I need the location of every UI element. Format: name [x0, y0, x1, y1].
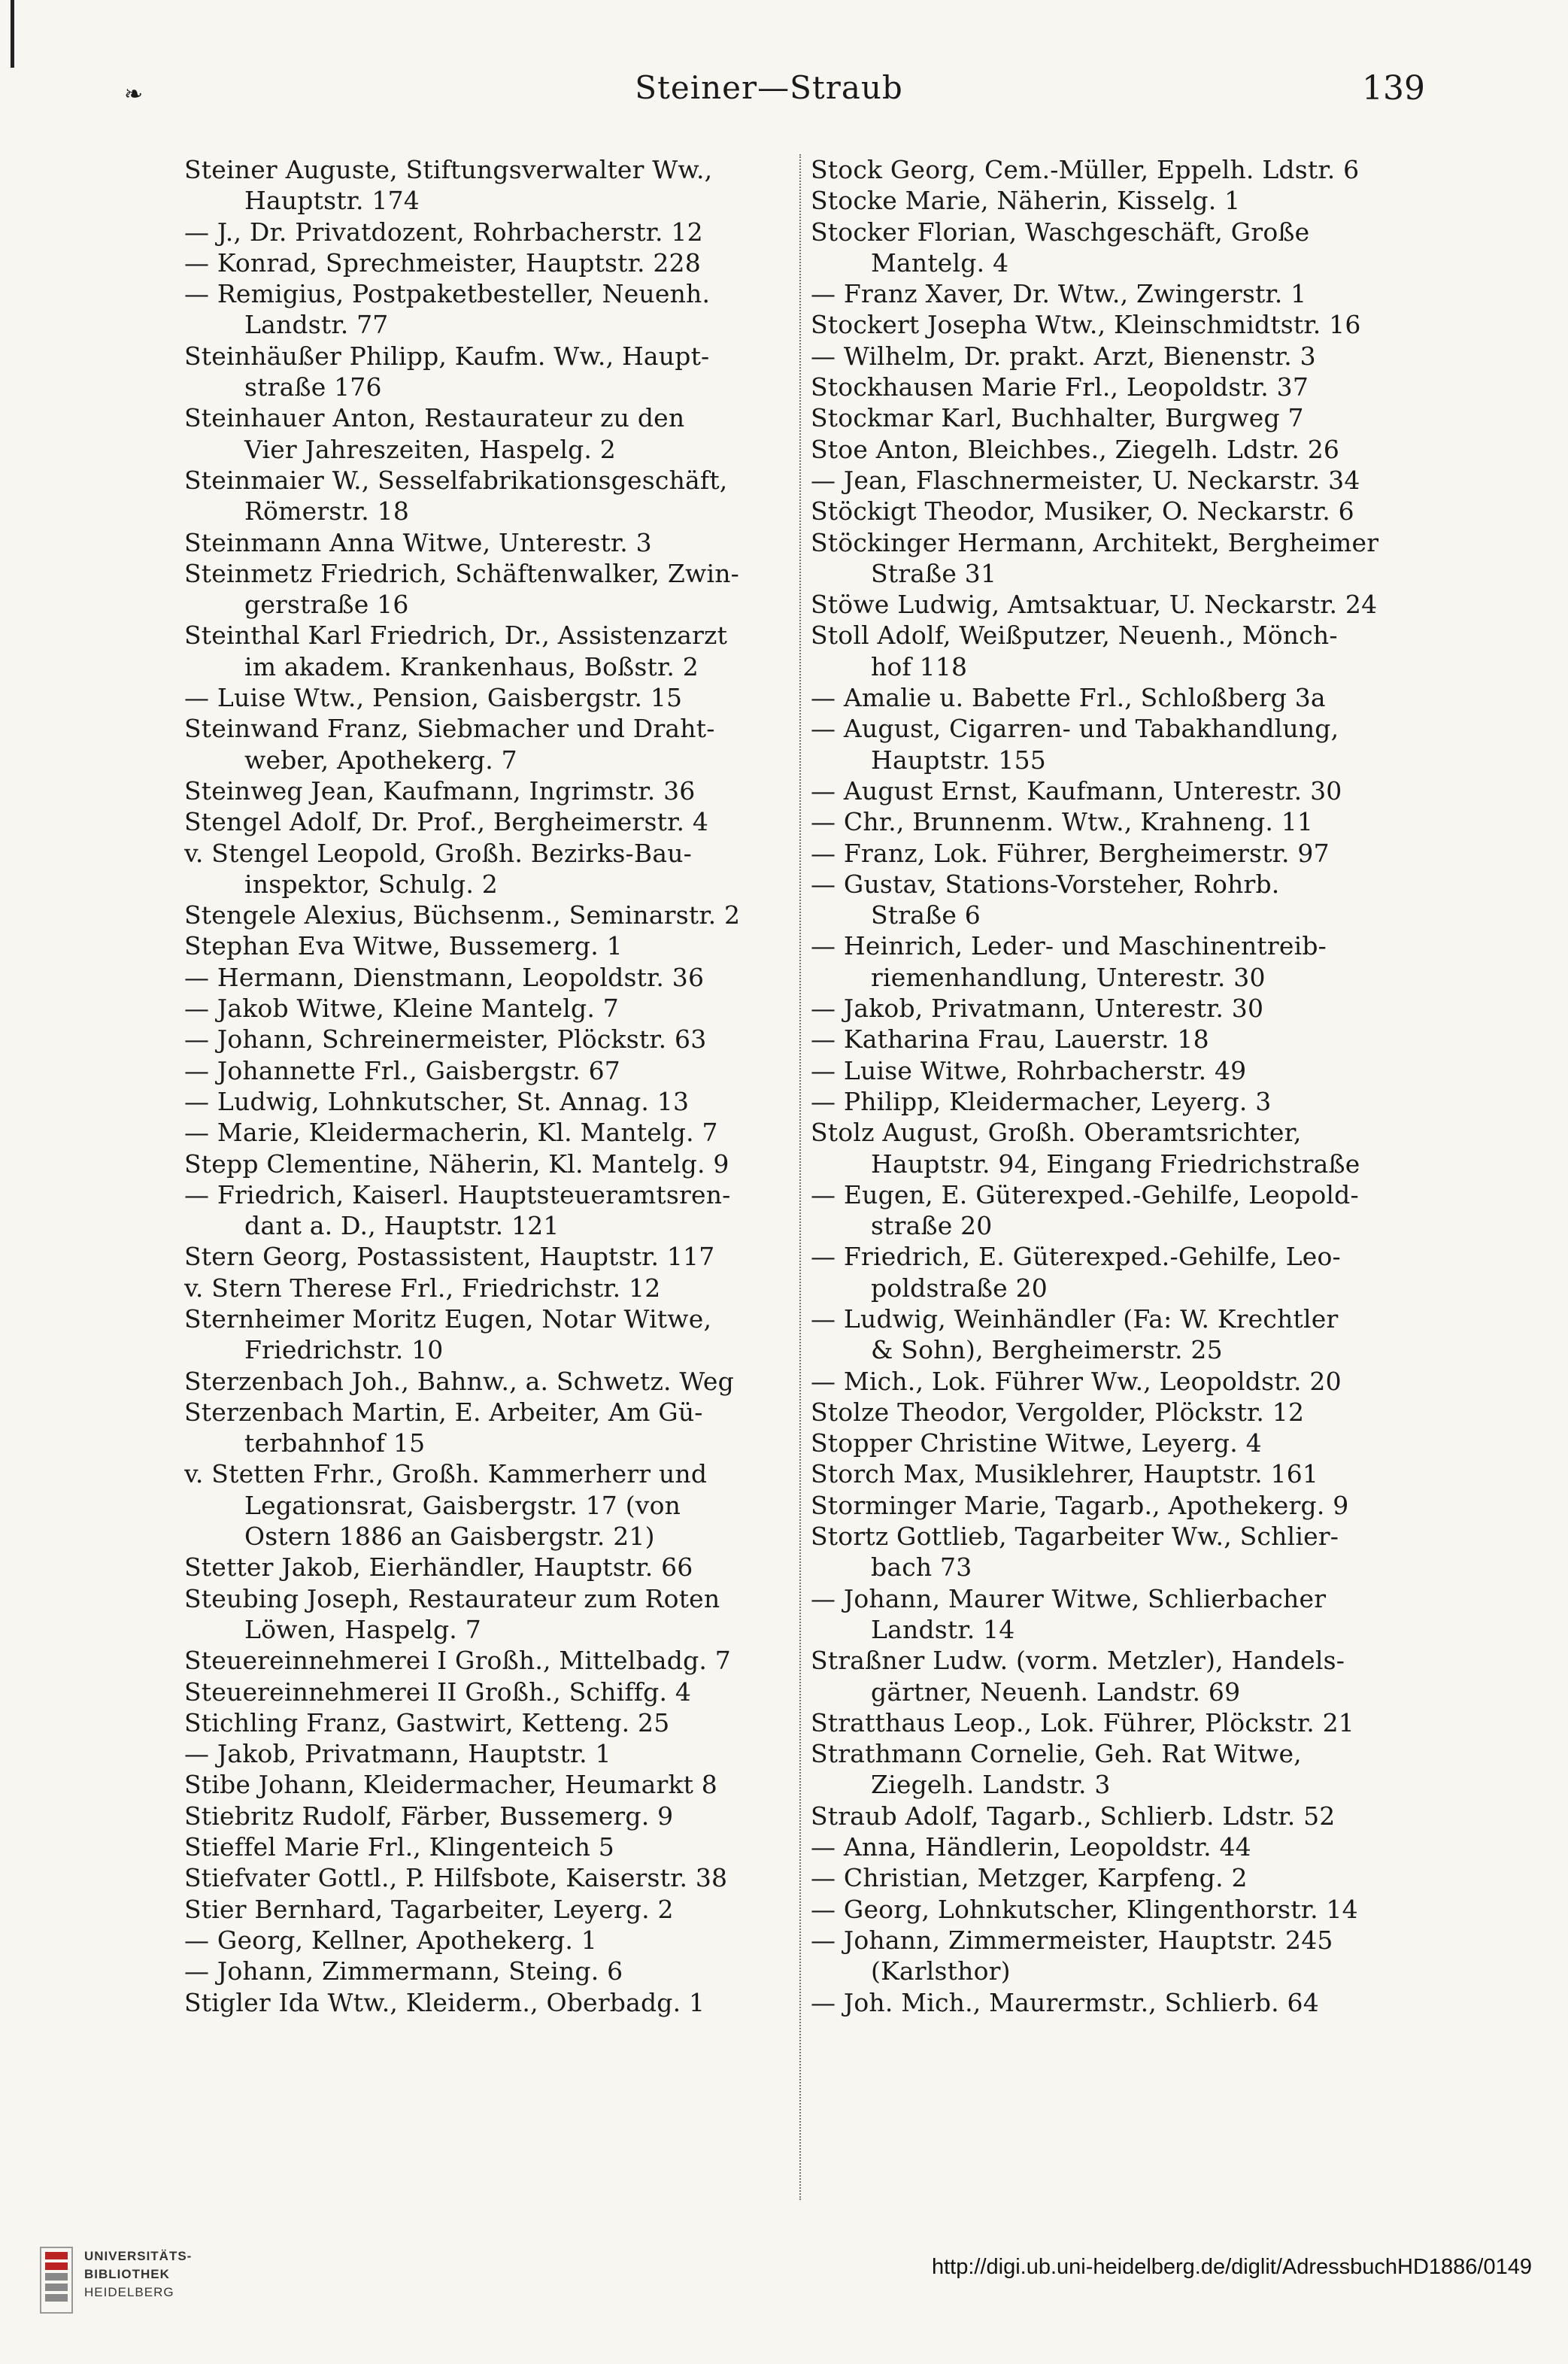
directory-entry-line: Landstr. 14 — [871, 1614, 1015, 1644]
directory-entry-line: Stratthaus Leop., Lok. Führer, Plöckstr. 21 — [811, 1707, 1354, 1737]
directory-entry-line: riemenhandlung, Unterestr. 30 — [871, 962, 1266, 992]
directory-entry-line: — Ludwig, Lohnkutscher, St. Annag. 13 — [184, 1086, 690, 1116]
directory-entry-line: — Johannette Frl., Gaisbergstr. 67 — [184, 1055, 620, 1085]
directory-entry-line: Stockhausen Marie Frl., Leopoldstr. 37 — [811, 372, 1309, 402]
page-edge-mark — [11, 0, 14, 68]
directory-entry-line: Mantelg. 4 — [871, 247, 1009, 278]
directory-entry-line: Landstr. 77 — [244, 310, 389, 340]
directory-entry-line: Stock Georg, Cem.-Müller, Eppelh. Ldstr. 6 — [811, 155, 1360, 184]
directory-entry-line: — Ludwig, Weinhändler (Fa: W. Krechtler — [811, 1303, 1339, 1334]
directory-entry-line: — Jakob, Privatmann, Hauptstr. 1 — [184, 1739, 611, 1769]
library-logo[interactable] — [38, 2241, 218, 2324]
directory-entry-line: poldstraße 20 — [871, 1273, 1048, 1303]
directory-entry-line: hof 118 — [871, 651, 968, 681]
directory-entry-line: (Karlsthor) — [871, 1956, 1011, 1986]
directory-entry-line: — Marie, Kleidermacherin, Kl. Mantelg. 7 — [184, 1118, 718, 1148]
directory-entry-line: — Wilhelm, Dr. prakt. Arzt, Bienenstr. 3 — [811, 341, 1316, 371]
directory-entry-line: Römerstr. 18 — [244, 496, 410, 527]
directory-entry-line: — Katharina Frau, Lauerstr. 18 — [811, 1024, 1209, 1055]
directory-entry-line: Hauptstr. 174 — [244, 186, 420, 216]
directory-entry-line: Stöckinger Hermann, Architekt, Bergheimer — [811, 527, 1379, 557]
directory-entry-line: Stiefvater Gottl., P. Hilfsbote, Kaiserstr. 38 — [184, 1863, 728, 1893]
directory-entry-line: weber, Apothekerg. 7 — [244, 745, 517, 775]
directory-entry-line: v. Stengel Leopold, Großh. Bezirks-Bau- — [184, 838, 693, 868]
directory-entry-line: bach 73 — [871, 1552, 972, 1583]
directory-entry-line: v. Stetten Frhr., Großh. Kammerherr und — [184, 1459, 708, 1489]
directory-entry-line: Stepp Clementine, Näherin, Kl. Mantelg. 9 — [184, 1149, 729, 1179]
directory-entry-line: Sternheimer Moritz Eugen, Notar Witwe, — [184, 1303, 712, 1334]
source-url-link[interactable]: http://digi.ub.uni-heidelberg.de/diglit/AdressbuchHD1886/0149 — [931, 2255, 1532, 2279]
directory-entry-line: Stichling Franz, Gastwirt, Ketteng. 25 — [184, 1707, 670, 1737]
directory-entry-line: Legationsrat, Gaisbergstr. 17 (von — [244, 1490, 681, 1520]
directory-entry-line: — Johann, Schreinermeister, Plöckstr. 63 — [184, 1024, 707, 1055]
directory-entry-line: inspektor, Schulg. 2 — [244, 869, 498, 899]
directory-entry-line: Stern Georg, Postassistent, Hauptstr. 117 — [184, 1242, 715, 1272]
directory-entry-line: Storminger Marie, Tagarb., Apothekerg. 9 — [811, 1490, 1349, 1520]
directory-entry-line: im akadem. Krankenhaus, Boßstr. 2 — [244, 651, 699, 681]
directory-entry-line: Stolz August, Großh. Oberamtsrichter, — [811, 1118, 1302, 1148]
directory-entry-line: Stengele Alexius, Büchsenm., Seminarstr. 2 — [184, 900, 741, 930]
directory-entry-line: Stockert Josepha Wtw., Kleinschmidtstr. 16 — [811, 310, 1361, 340]
directory-entry-line: — J., Dr. Privatdozent, Rohrbacherstr. 12 — [184, 217, 703, 247]
directory-entry-line: — Jakob Witwe, Kleine Mantelg. 7 — [184, 994, 619, 1024]
directory-entry-line: Ostern 1886 an Gaisbergstr. 21) — [244, 1522, 655, 1552]
directory-entry-line: — Luise Witwe, Rohrbacherstr. 49 — [811, 1055, 1247, 1085]
directory-entry-line: Ziegelh. Landstr. 3 — [871, 1770, 1111, 1800]
directory-entry-line: Steiner Auguste, Stiftungsverwalter Ww., — [184, 155, 713, 184]
directory-entry-line: Sterzenbach Martin, E. Arbeiter, Am Gü- — [184, 1397, 703, 1427]
directory-entry-line: — Amalie u. Babette Frl., Schloßberg 3a — [811, 683, 1326, 713]
directory-entry-line: — Franz, Lok. Führer, Bergheimerstr. 97 — [811, 838, 1330, 868]
directory-entry-line: — Georg, Lohnkutscher, Klingenthorstr. 14 — [811, 1894, 1358, 1924]
directory-entry-line: Stopper Christine Witwe, Leyerg. 4 — [811, 1428, 1262, 1458]
directory-entry-line: v. Stern Therese Frl., Friedrichstr. 12 — [184, 1273, 661, 1303]
directory-entry-line: — Christian, Metzger, Karpfeng. 2 — [811, 1863, 1248, 1893]
directory-entry-line: Steinwand Franz, Siebmacher und Draht- — [184, 714, 715, 744]
directory-entry-line: dant a. D., Hauptstr. 121 — [244, 1211, 560, 1241]
directory-entry-line: gärtner, Neuenh. Landstr. 69 — [871, 1677, 1241, 1707]
page-header — [113, 69, 1425, 114]
directory-entry-line: — Konrad, Sprechmeister, Hauptstr. 228 — [184, 247, 701, 278]
directory-entry-line: Stibe Johann, Kleidermacher, Heumarkt 8 — [184, 1770, 718, 1800]
directory-entry-line: — Georg, Kellner, Apothekerg. 1 — [184, 1925, 597, 1955]
directory-entry-line: Stetter Jakob, Eierhändler, Hauptstr. 66 — [184, 1552, 693, 1583]
directory-entry-line: Steuereinnehmerei II Großh., Schiffg. 4 — [184, 1677, 692, 1707]
directory-entry-line: — Johann, Zimmermeister, Hauptstr. 245 — [811, 1925, 1333, 1955]
directory-entry-line: Stieffel Marie Frl., Klingenteich 5 — [184, 1832, 614, 1862]
directory-entry-line: — Johann, Zimmermann, Steing. 6 — [184, 1956, 623, 1986]
directory-entry-line: — Mich., Lok. Führer Ww., Leopoldstr. 20 — [811, 1366, 1342, 1396]
directory-entry-line: Steinhauer Anton, Restaurateur zu den — [184, 403, 685, 433]
directory-entry-line: Strathmann Cornelie, Geh. Rat Witwe, — [811, 1739, 1302, 1769]
logo-line-2: BIBLIOTHEK — [84, 2267, 170, 2281]
directory-entry-line: Stigler Ida Wtw., Kleiderm., Oberbadg. 1 — [184, 1987, 705, 2017]
directory-entry-line: — Anna, Händlerin, Leopoldstr. 44 — [811, 1832, 1251, 1862]
directory-entry-line: — Jakob, Privatmann, Unterestr. 30 — [811, 994, 1264, 1024]
directory-entry-line: Stocker Florian, Waschgeschäft, Große — [811, 217, 1310, 247]
directory-entry-line: Straße 31 — [871, 558, 997, 588]
directory-entry-line: — Friedrich, Kaiserl. Hauptsteueramtsren- — [184, 1179, 731, 1209]
directory-entry-line: — Eugen, E. Güterexped.-Gehilfe, Leopold- — [811, 1179, 1359, 1209]
directory-entry-line: Steinmaier W., Sesselfabrikationsgeschäft, — [184, 465, 728, 495]
page-number: 139 — [1362, 69, 1425, 108]
directory-entry-line: — Jean, Flaschnermeister, U. Neckarstr. 34 — [811, 465, 1360, 495]
directory-entry-line: — August Ernst, Kaufmann, Unterestr. 30 — [811, 775, 1342, 806]
directory-entry-line: Friedrichstr. 10 — [244, 1335, 444, 1365]
directory-entry-line: — Friedrich, E. Güterexped.-Gehilfe, Leo- — [811, 1242, 1341, 1272]
directory-entry-line: Steinmetz Friedrich, Schäftenwalker, Zwin- — [184, 558, 740, 588]
directory-entry-line: Steubing Joseph, Restaurateur zum Roten — [184, 1583, 720, 1613]
directory-entry-line: Steinthal Karl Friedrich, Dr., Assistenzarzt — [184, 621, 728, 651]
directory-entry-line: Stengel Adolf, Dr. Prof., Bergheimerstr. 4 — [184, 807, 709, 837]
directory-entry-line: Straub Adolf, Tagarb., Schlierb. Ldstr. 52 — [811, 1801, 1336, 1831]
directory-entry-line: Stoll Adolf, Weißputzer, Neuenh., Mönch- — [811, 621, 1338, 651]
directory-entry-line: — Remigius, Postpaketbesteller, Neuenh. — [184, 279, 711, 309]
directory-entry-line: — Johann, Maurer Witwe, Schlierbacher — [811, 1583, 1327, 1613]
directory-entry-line: Stocke Marie, Näherin, Kisselg. 1 — [811, 186, 1241, 216]
directory-entry-line: Sterzenbach Joh., Bahnw., a. Schwetz. Weg — [184, 1366, 734, 1396]
directory-entry-line: Stier Bernhard, Tagarbeiter, Leyerg. 2 — [184, 1894, 674, 1924]
directory-entry-line: gerstraße 16 — [244, 590, 409, 620]
directory-entry-line: Stöckigt Theodor, Musiker, O. Neckarstr. 6 — [811, 496, 1354, 527]
directory-entry-line: Stiebritz Rudolf, Färber, Bussemerg. 9 — [184, 1801, 674, 1831]
directory-entry-line: Stockmar Karl, Buchhalter, Burgweg 7 — [811, 403, 1304, 433]
directory-entry-line: — Philipp, Kleidermacher, Leyerg. 3 — [811, 1086, 1272, 1116]
directory-entry-line: Stoe Anton, Bleichbes., Ziegelh. Ldstr. 26 — [811, 434, 1340, 464]
directory-entry-line: Löwen, Haspelg. 7 — [244, 1614, 481, 1644]
directory-entry-line: — August, Cigarren- und Tabakhandlung, — [811, 714, 1339, 744]
directory-entry-line: straße 176 — [244, 372, 382, 402]
directory-entry-line: — Heinrich, Leder- und Maschinentreib- — [811, 931, 1327, 961]
left-column — [184, 154, 797, 2018]
directory-entry-line: Steuereinnehmerei I Großh., Mittelbadg. 7 — [184, 1646, 731, 1676]
directory-entry-line: — Joh. Mich., Maurermstr., Schlierb. 64 — [811, 1987, 1319, 2017]
ornament-icon: ❧ — [124, 81, 144, 108]
directory-entry-line: Straßner Ludw. (vorm. Metzler), Handels- — [811, 1646, 1345, 1676]
directory-entry-line: straße 20 — [871, 1211, 993, 1241]
directory-entry-line: — Gustav, Stations-Vorsteher, Rohrb. — [811, 869, 1280, 899]
directory-entry-line: — Chr., Brunnenm. Wtw., Krahneng. 11 — [811, 807, 1314, 837]
directory-entry-line: Steinmann Anna Witwe, Unterestr. 3 — [184, 527, 652, 557]
directory-entry-line: Hauptstr. 94, Eingang Friedrichstraße — [871, 1149, 1360, 1179]
directory-entry-line: terbahnhof 15 — [244, 1428, 426, 1458]
directory-entry-line: Stortz Gottlieb, Tagarbeiter Ww., Schlier- — [811, 1522, 1339, 1552]
library-emblem-icon — [38, 2244, 75, 2316]
directory-entry-line: Steinweg Jean, Kaufmann, Ingrimstr. 36 — [184, 775, 696, 806]
directory-entry-line: — Luise Wtw., Pension, Gaisbergstr. 15 — [184, 683, 683, 713]
directory-entry-line: — Hermann, Dienstmann, Leopoldstr. 36 — [184, 962, 705, 992]
directory-entry-line: — Franz Xaver, Dr. Wtw., Zwingerstr. 1 — [811, 279, 1307, 309]
directory-entry-line: Straße 6 — [871, 900, 981, 930]
directory-entry-line: Storch Max, Musiklehrer, Hauptstr. 161 — [811, 1459, 1319, 1489]
logo-line-3: HEIDELBERG — [84, 2285, 174, 2299]
directory-entry-line: Stephan Eva Witwe, Bussemerg. 1 — [184, 931, 623, 961]
directory-entry-line: Stolze Theodor, Vergolder, Plöckstr. 12 — [811, 1397, 1305, 1427]
right-column — [811, 154, 1424, 2018]
running-title: Steiner—Straub — [635, 69, 903, 106]
logo-line-1: UNIVERSITÄTS- — [84, 2249, 193, 2263]
directory-entry-line: Stöwe Ludwig, Amtsaktuar, U. Neckarstr. 24 — [811, 590, 1378, 620]
directory-entry-line: Steinhäußer Philipp, Kaufm. Ww., Haupt- — [184, 341, 710, 371]
directory-entry-line: Vier Jahreszeiten, Haspelg. 2 — [244, 434, 616, 464]
column-divider — [799, 154, 801, 2200]
directory-entry-line: Hauptstr. 155 — [871, 745, 1047, 775]
directory-entry-line: & Sohn), Bergheimerstr. 25 — [871, 1335, 1223, 1365]
